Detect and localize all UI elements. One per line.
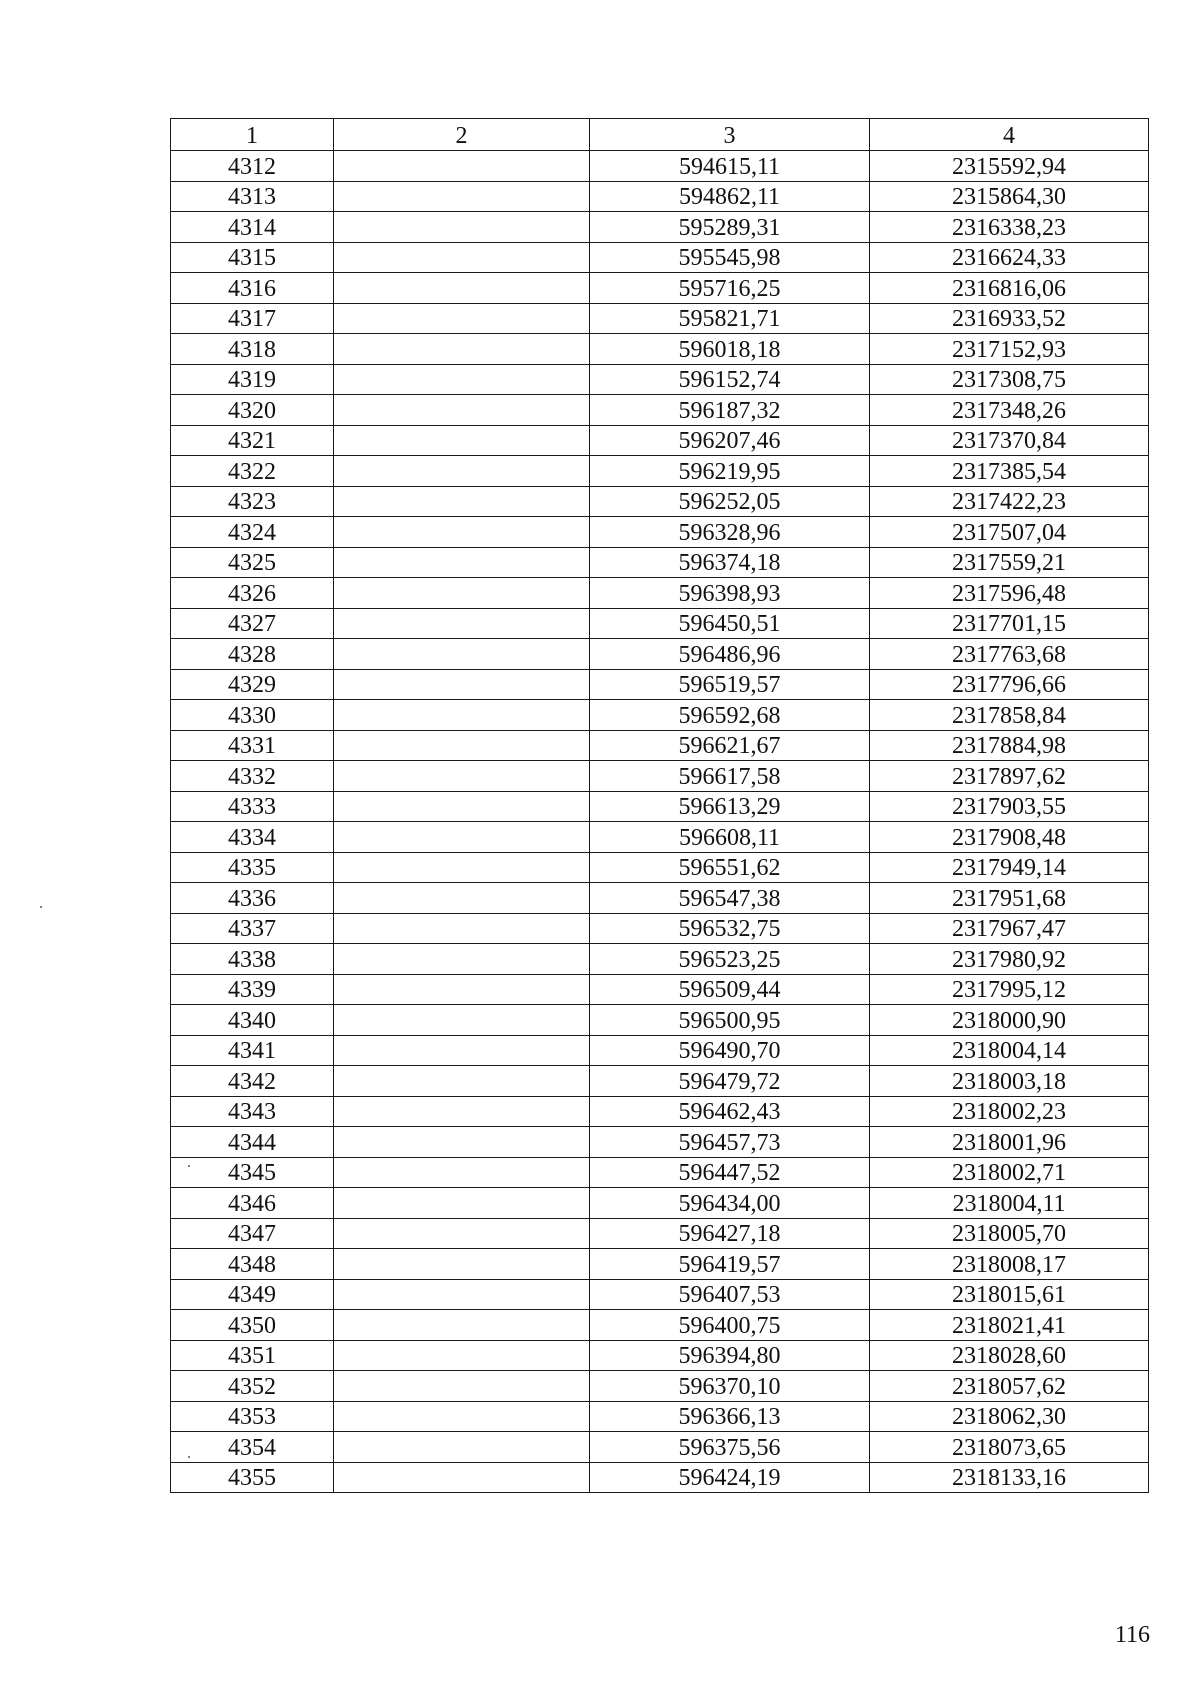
table-row bbox=[171, 364, 1149, 395]
y-coordinate-cell: 2316624,33 bbox=[870, 242, 1149, 273]
column-2-cell bbox=[334, 456, 590, 487]
x-coordinate-cell: 596490,70 bbox=[590, 1035, 870, 1066]
y-coordinate-cell: 2317951,68 bbox=[870, 883, 1149, 914]
point-number-cell: 4339 bbox=[171, 974, 334, 1005]
x-coordinate-cell: 596400,75 bbox=[590, 1310, 870, 1341]
table-row bbox=[171, 883, 1149, 914]
y-coordinate-cell: 2318000,90 bbox=[870, 1005, 1149, 1036]
x-coordinate-cell: 596407,53 bbox=[590, 1279, 870, 1310]
y-coordinate-cell: 2318021,41 bbox=[870, 1310, 1149, 1341]
x-coordinate-cell: 594862,11 bbox=[590, 181, 870, 212]
y-coordinate-cell: 2317967,47 bbox=[870, 913, 1149, 944]
column-2-cell bbox=[334, 1188, 590, 1219]
x-coordinate-cell: 596486,96 bbox=[590, 639, 870, 670]
y-coordinate-cell: 2317701,15 bbox=[870, 608, 1149, 639]
y-coordinate-cell: 2317385,54 bbox=[870, 456, 1149, 487]
point-number-cell: 4325 bbox=[171, 547, 334, 578]
point-number-cell: 4334 bbox=[171, 822, 334, 853]
column-2-cell bbox=[334, 1432, 590, 1463]
y-coordinate-cell: 2318015,61 bbox=[870, 1279, 1149, 1310]
x-coordinate-cell: 596592,68 bbox=[590, 700, 870, 731]
x-coordinate-cell: 596328,96 bbox=[590, 517, 870, 548]
point-number-cell: 4330 bbox=[171, 700, 334, 731]
table-row bbox=[171, 1401, 1149, 1432]
x-coordinate-cell: 596519,57 bbox=[590, 669, 870, 700]
x-coordinate-cell: 596152,74 bbox=[590, 364, 870, 395]
table-row bbox=[171, 639, 1149, 670]
table-row bbox=[171, 608, 1149, 639]
point-number-cell: 4318 bbox=[171, 334, 334, 365]
x-coordinate-cell: 596447,52 bbox=[590, 1157, 870, 1188]
point-number-cell: 4351 bbox=[171, 1340, 334, 1371]
y-coordinate-cell: 2318004,11 bbox=[870, 1188, 1149, 1219]
column-2-cell bbox=[334, 1157, 590, 1188]
point-number-cell: 4346 bbox=[171, 1188, 334, 1219]
column-2-cell bbox=[334, 486, 590, 517]
column-2-cell bbox=[334, 639, 590, 670]
point-number-cell: 4336 bbox=[171, 883, 334, 914]
y-coordinate-cell: 2317908,48 bbox=[870, 822, 1149, 853]
y-coordinate-cell: 2317308,75 bbox=[870, 364, 1149, 395]
point-number-cell: 4350 bbox=[171, 1310, 334, 1341]
point-number-cell: 4337 bbox=[171, 913, 334, 944]
x-coordinate-cell: 594615,11 bbox=[590, 151, 870, 182]
x-coordinate-cell: 596462,43 bbox=[590, 1096, 870, 1127]
point-number-cell: 4344 bbox=[171, 1127, 334, 1158]
column-2-cell bbox=[334, 669, 590, 700]
column-2-cell bbox=[334, 425, 590, 456]
y-coordinate-cell: 2317903,55 bbox=[870, 791, 1149, 822]
x-coordinate-cell: 596450,51 bbox=[590, 608, 870, 639]
y-coordinate-cell: 2318028,60 bbox=[870, 1340, 1149, 1371]
point-number-cell: 4331 bbox=[171, 730, 334, 761]
x-coordinate-cell: 596523,25 bbox=[590, 944, 870, 975]
column-2-cell bbox=[334, 181, 590, 212]
y-coordinate-cell: 2318005,70 bbox=[870, 1218, 1149, 1249]
table-row bbox=[171, 578, 1149, 609]
point-number-cell: 4322 bbox=[171, 456, 334, 487]
y-coordinate-cell: 2317796,66 bbox=[870, 669, 1149, 700]
point-number-cell: 4355 bbox=[171, 1462, 334, 1493]
point-number-cell: 4314 bbox=[171, 212, 334, 243]
y-coordinate-cell: 2317507,04 bbox=[870, 517, 1149, 548]
y-coordinate-cell: 2318004,14 bbox=[870, 1035, 1149, 1066]
x-coordinate-cell: 596424,19 bbox=[590, 1462, 870, 1493]
x-coordinate-cell: 596608,11 bbox=[590, 822, 870, 853]
column-2-cell bbox=[334, 1066, 590, 1097]
column-2-cell bbox=[334, 242, 590, 273]
y-coordinate-cell: 2317559,21 bbox=[870, 547, 1149, 578]
column-2-cell bbox=[334, 1127, 590, 1158]
point-number-cell: 4316 bbox=[171, 273, 334, 304]
column-2-cell bbox=[334, 791, 590, 822]
table-row bbox=[171, 547, 1149, 578]
page-number: 116 bbox=[1114, 1622, 1150, 1648]
y-coordinate-cell: 2318057,62 bbox=[870, 1371, 1149, 1402]
column-2-cell bbox=[334, 334, 590, 365]
point-number-cell: 4348 bbox=[171, 1249, 334, 1280]
scan-speck bbox=[40, 906, 42, 908]
point-number-cell: 4326 bbox=[171, 578, 334, 609]
table-row bbox=[171, 700, 1149, 731]
y-coordinate-cell: 2318062,30 bbox=[870, 1401, 1149, 1432]
y-coordinate-cell: 2317884,98 bbox=[870, 730, 1149, 761]
table-row bbox=[171, 1096, 1149, 1127]
table-row bbox=[171, 273, 1149, 304]
y-coordinate-cell: 2318073,65 bbox=[870, 1432, 1149, 1463]
point-number-cell: 4327 bbox=[171, 608, 334, 639]
table-row bbox=[171, 425, 1149, 456]
column-2-cell bbox=[334, 395, 590, 426]
column-2-cell bbox=[334, 303, 590, 334]
column-2-cell bbox=[334, 578, 590, 609]
y-coordinate-cell: 2317897,62 bbox=[870, 761, 1149, 792]
column-2-cell bbox=[334, 212, 590, 243]
table-row bbox=[171, 456, 1149, 487]
y-coordinate-cell: 2317370,84 bbox=[870, 425, 1149, 456]
point-number-cell: 4332 bbox=[171, 761, 334, 792]
point-number-cell: 4323 bbox=[171, 486, 334, 517]
table-row bbox=[171, 822, 1149, 853]
y-coordinate-cell: 2316338,23 bbox=[870, 212, 1149, 243]
x-coordinate-cell: 596617,58 bbox=[590, 761, 870, 792]
y-coordinate-cell: 2317422,23 bbox=[870, 486, 1149, 517]
column-2-cell bbox=[334, 1279, 590, 1310]
x-coordinate-cell: 596374,18 bbox=[590, 547, 870, 578]
table-row bbox=[171, 181, 1149, 212]
column-2-cell bbox=[334, 944, 590, 975]
x-coordinate-cell: 596187,32 bbox=[590, 395, 870, 426]
point-number-cell: 4341 bbox=[171, 1035, 334, 1066]
column-2-cell bbox=[334, 761, 590, 792]
point-number-cell: 4324 bbox=[171, 517, 334, 548]
x-coordinate-cell: 596479,72 bbox=[590, 1066, 870, 1097]
y-coordinate-cell: 2315864,30 bbox=[870, 181, 1149, 212]
column-2-cell bbox=[334, 974, 590, 1005]
table-row bbox=[171, 913, 1149, 944]
y-coordinate-cell: 2317763,68 bbox=[870, 639, 1149, 670]
point-number-cell: 4349 bbox=[171, 1279, 334, 1310]
x-coordinate-cell: 596427,18 bbox=[590, 1218, 870, 1249]
y-coordinate-cell: 2316816,06 bbox=[870, 273, 1149, 304]
point-number-cell: 4352 bbox=[171, 1371, 334, 1402]
y-coordinate-cell: 2317995,12 bbox=[870, 974, 1149, 1005]
column-2-cell bbox=[334, 517, 590, 548]
column-2-cell bbox=[334, 852, 590, 883]
x-coordinate-cell: 595545,98 bbox=[590, 242, 870, 273]
table-row bbox=[171, 791, 1149, 822]
column-2-cell bbox=[334, 913, 590, 944]
x-coordinate-cell: 596621,67 bbox=[590, 730, 870, 761]
y-coordinate-cell: 2318002,23 bbox=[870, 1096, 1149, 1127]
table-row bbox=[171, 1218, 1149, 1249]
table-row bbox=[171, 1340, 1149, 1371]
header-cell-4: 4 bbox=[870, 119, 1149, 151]
point-number-cell: 4345 bbox=[171, 1157, 334, 1188]
point-number-cell: 4321 bbox=[171, 425, 334, 456]
table-row bbox=[171, 944, 1149, 975]
point-number-cell: 4320 bbox=[171, 395, 334, 426]
y-coordinate-cell: 2317858,84 bbox=[870, 700, 1149, 731]
column-2-cell bbox=[334, 700, 590, 731]
table-row bbox=[171, 1310, 1149, 1341]
point-number-cell: 4342 bbox=[171, 1066, 334, 1097]
y-coordinate-cell: 2317152,93 bbox=[870, 334, 1149, 365]
x-coordinate-cell: 596419,57 bbox=[590, 1249, 870, 1280]
column-2-cell bbox=[334, 1340, 590, 1371]
x-coordinate-cell: 596207,46 bbox=[590, 425, 870, 456]
point-number-cell: 4313 bbox=[171, 181, 334, 212]
table-row bbox=[171, 1371, 1149, 1402]
column-2-cell bbox=[334, 547, 590, 578]
header-cell-1: 1 bbox=[171, 119, 334, 151]
column-2-cell bbox=[334, 822, 590, 853]
table-row bbox=[171, 486, 1149, 517]
column-2-cell bbox=[334, 1401, 590, 1432]
column-2-cell bbox=[334, 273, 590, 304]
x-coordinate-cell: 596370,10 bbox=[590, 1371, 870, 1402]
coordinates-table bbox=[170, 118, 1149, 1493]
scan-speck bbox=[188, 1165, 190, 1167]
y-coordinate-cell: 2318002,71 bbox=[870, 1157, 1149, 1188]
table-row bbox=[171, 1279, 1149, 1310]
column-2-cell bbox=[334, 1371, 590, 1402]
point-number-cell: 4335 bbox=[171, 852, 334, 883]
y-coordinate-cell: 2317949,14 bbox=[870, 852, 1149, 883]
y-coordinate-cell: 2317980,92 bbox=[870, 944, 1149, 975]
point-number-cell: 4319 bbox=[171, 364, 334, 395]
x-coordinate-cell: 596613,29 bbox=[590, 791, 870, 822]
column-2-cell bbox=[334, 151, 590, 182]
column-2-cell bbox=[334, 608, 590, 639]
table-row bbox=[171, 1188, 1149, 1219]
y-coordinate-cell: 2318003,18 bbox=[870, 1066, 1149, 1097]
x-coordinate-cell: 595821,71 bbox=[590, 303, 870, 334]
point-number-cell: 4354 bbox=[171, 1432, 334, 1463]
header-cell-2: 2 bbox=[334, 119, 590, 151]
table-row bbox=[171, 1005, 1149, 1036]
table-row bbox=[171, 1432, 1149, 1463]
table-row bbox=[171, 242, 1149, 273]
y-coordinate-cell: 2318008,17 bbox=[870, 1249, 1149, 1280]
x-coordinate-cell: 596252,05 bbox=[590, 486, 870, 517]
point-number-cell: 4343 bbox=[171, 1096, 334, 1127]
point-number-cell: 4312 bbox=[171, 151, 334, 182]
y-coordinate-cell: 2318001,96 bbox=[870, 1127, 1149, 1158]
y-coordinate-cell: 2315592,94 bbox=[870, 151, 1149, 182]
table-row bbox=[171, 1066, 1149, 1097]
table-row bbox=[171, 669, 1149, 700]
column-2-cell bbox=[334, 1035, 590, 1066]
table-row bbox=[171, 1249, 1149, 1280]
x-coordinate-cell: 596457,73 bbox=[590, 1127, 870, 1158]
table-row bbox=[171, 1127, 1149, 1158]
column-2-cell bbox=[334, 1310, 590, 1341]
table-row bbox=[171, 852, 1149, 883]
column-2-cell bbox=[334, 1218, 590, 1249]
table-row bbox=[171, 303, 1149, 334]
table-body bbox=[171, 151, 1149, 1493]
column-2-cell bbox=[334, 1096, 590, 1127]
point-number-cell: 4329 bbox=[171, 669, 334, 700]
point-number-cell: 4353 bbox=[171, 1401, 334, 1432]
point-number-cell: 4317 bbox=[171, 303, 334, 334]
point-number-cell: 4340 bbox=[171, 1005, 334, 1036]
point-number-cell: 4328 bbox=[171, 639, 334, 670]
x-coordinate-cell: 596018,18 bbox=[590, 334, 870, 365]
table-row bbox=[171, 730, 1149, 761]
x-coordinate-cell: 596398,93 bbox=[590, 578, 870, 609]
y-coordinate-cell: 2318133,16 bbox=[870, 1462, 1149, 1493]
y-coordinate-cell: 2317596,48 bbox=[870, 578, 1149, 609]
point-number-cell: 4347 bbox=[171, 1218, 334, 1249]
table-row bbox=[171, 212, 1149, 243]
point-number-cell: 4315 bbox=[171, 242, 334, 273]
table-row bbox=[171, 517, 1149, 548]
header-cell-3: 3 bbox=[590, 119, 870, 151]
scan-speck bbox=[188, 1456, 190, 1458]
table-row bbox=[171, 974, 1149, 1005]
column-2-cell bbox=[334, 1249, 590, 1280]
x-coordinate-cell: 595716,25 bbox=[590, 273, 870, 304]
y-coordinate-cell: 2317348,26 bbox=[870, 395, 1149, 426]
point-number-cell: 4338 bbox=[171, 944, 334, 975]
table-row bbox=[171, 1157, 1149, 1188]
x-coordinate-cell: 596509,44 bbox=[590, 974, 870, 1005]
x-coordinate-cell: 595289,31 bbox=[590, 212, 870, 243]
x-coordinate-cell: 596547,38 bbox=[590, 883, 870, 914]
x-coordinate-cell: 596394,80 bbox=[590, 1340, 870, 1371]
x-coordinate-cell: 596219,95 bbox=[590, 456, 870, 487]
table-row bbox=[171, 334, 1149, 365]
x-coordinate-cell: 596366,13 bbox=[590, 1401, 870, 1432]
table-row bbox=[171, 151, 1149, 182]
table-row bbox=[171, 395, 1149, 426]
column-2-cell bbox=[334, 1005, 590, 1036]
x-coordinate-cell: 596532,75 bbox=[590, 913, 870, 944]
column-2-cell bbox=[334, 1462, 590, 1493]
table-header-row bbox=[171, 119, 1149, 151]
point-number-cell: 4333 bbox=[171, 791, 334, 822]
column-2-cell bbox=[334, 364, 590, 395]
table-row bbox=[171, 761, 1149, 792]
x-coordinate-cell: 596434,00 bbox=[590, 1188, 870, 1219]
x-coordinate-cell: 596500,95 bbox=[590, 1005, 870, 1036]
table-row bbox=[171, 1462, 1149, 1493]
y-coordinate-cell: 2316933,52 bbox=[870, 303, 1149, 334]
column-2-cell bbox=[334, 730, 590, 761]
column-2-cell bbox=[334, 883, 590, 914]
table-row bbox=[171, 1035, 1149, 1066]
x-coordinate-cell: 596551,62 bbox=[590, 852, 870, 883]
x-coordinate-cell: 596375,56 bbox=[590, 1432, 870, 1463]
